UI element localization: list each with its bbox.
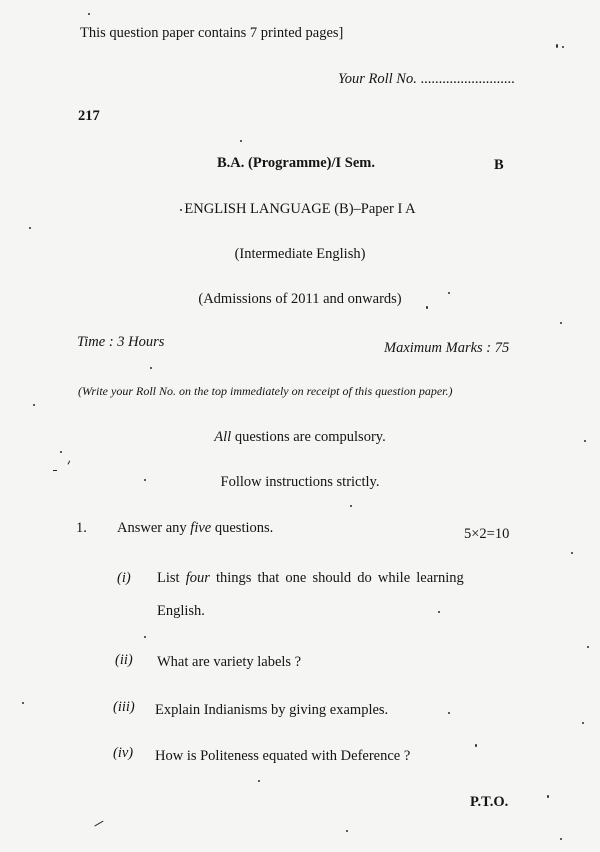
sub-question-text: Explain Indianisms by giving examples. xyxy=(155,702,389,718)
please-turn-over: P.T.O. xyxy=(470,794,509,810)
sub-question-label: (ii) xyxy=(115,652,133,668)
scan-speck xyxy=(582,722,584,724)
scan-speck xyxy=(426,306,428,309)
scan-speck xyxy=(547,795,549,798)
scan-speck xyxy=(346,830,348,832)
scan-speck xyxy=(144,479,146,481)
scan-speck xyxy=(150,367,152,369)
scan-mark xyxy=(53,470,57,471)
compulsory-instruction xyxy=(0,428,600,446)
scan-speck xyxy=(571,552,573,554)
scan-speck xyxy=(438,611,440,613)
question-number: 1. xyxy=(76,520,87,536)
scan-speck xyxy=(556,44,558,48)
scan-speck xyxy=(29,227,31,229)
scan-speck xyxy=(22,702,24,704)
paper-code: 217 xyxy=(78,108,100,124)
scan-speck xyxy=(60,451,62,453)
scan-speck xyxy=(88,13,90,15)
time-allowed: Time : 3 Hours xyxy=(77,334,165,350)
sub-question-continuation: English. xyxy=(157,603,205,619)
admissions-note: (Admissions of 2011 and onwards) xyxy=(198,291,402,307)
paper-subtitle: (Intermediate English) xyxy=(234,246,366,262)
sub-question-text-start: List xyxy=(157,570,180,586)
maximum-marks: Maximum Marks : 75 xyxy=(384,340,510,356)
scan-speck xyxy=(448,292,450,294)
sub-question-text: How is Politeness equated with Deference ? xyxy=(155,748,411,764)
scan-mark xyxy=(94,821,103,827)
scan-speck xyxy=(144,636,146,638)
sub-question-label: (iv) xyxy=(113,745,134,761)
sub-question-emphasis: four xyxy=(185,570,210,586)
question-set: B xyxy=(494,157,504,173)
scan-speck xyxy=(560,838,562,840)
scan-speck xyxy=(587,646,589,648)
follow-instruction: Follow instructions strictly. xyxy=(220,474,380,490)
sub-question-label: (i) xyxy=(117,570,131,586)
roll-number-label: Your Roll No. xyxy=(338,71,417,87)
question-prompt xyxy=(117,519,273,537)
sub-question-text: What are variety labels ? xyxy=(157,654,302,670)
sub-question-text-end: things that one should do while learning xyxy=(215,570,464,586)
sub-question-label: (iii) xyxy=(113,699,135,715)
compulsory-text: questions are compulsory. xyxy=(234,429,386,445)
sub-question-text xyxy=(157,569,464,587)
scan-speck xyxy=(240,140,242,142)
scan-speck xyxy=(584,440,586,442)
scan-speck xyxy=(350,505,352,507)
question-prompt-start: Answer any xyxy=(117,520,187,536)
scan-speck xyxy=(475,744,477,747)
roll-number-instruction: (Write your Roll No. on the top immediately on receipt of this question paper.) xyxy=(78,384,453,398)
scan-speck xyxy=(560,322,562,324)
question-prompt-end: questions. xyxy=(214,520,274,536)
scan-speck xyxy=(448,712,450,714)
paper-title: ENGLISH LANGUAGE (B)–Paper I A xyxy=(184,201,416,217)
scan-speck xyxy=(562,46,564,48)
question-marks: 5×2=10 xyxy=(464,526,510,542)
scan-speck xyxy=(180,209,182,211)
question-prompt-emphasis: five xyxy=(190,520,212,536)
roll-number-blank: .......................... xyxy=(420,71,515,87)
scan-mark xyxy=(68,461,71,465)
scan-speck xyxy=(258,780,260,782)
compulsory-emphasis: All xyxy=(214,429,232,445)
course-title: B.A. (Programme)/I Sem. xyxy=(217,155,375,171)
scan-speck xyxy=(33,404,35,406)
roll-number-line xyxy=(338,70,515,88)
page-count-note: This question paper contains 7 printed pages] xyxy=(80,25,344,41)
